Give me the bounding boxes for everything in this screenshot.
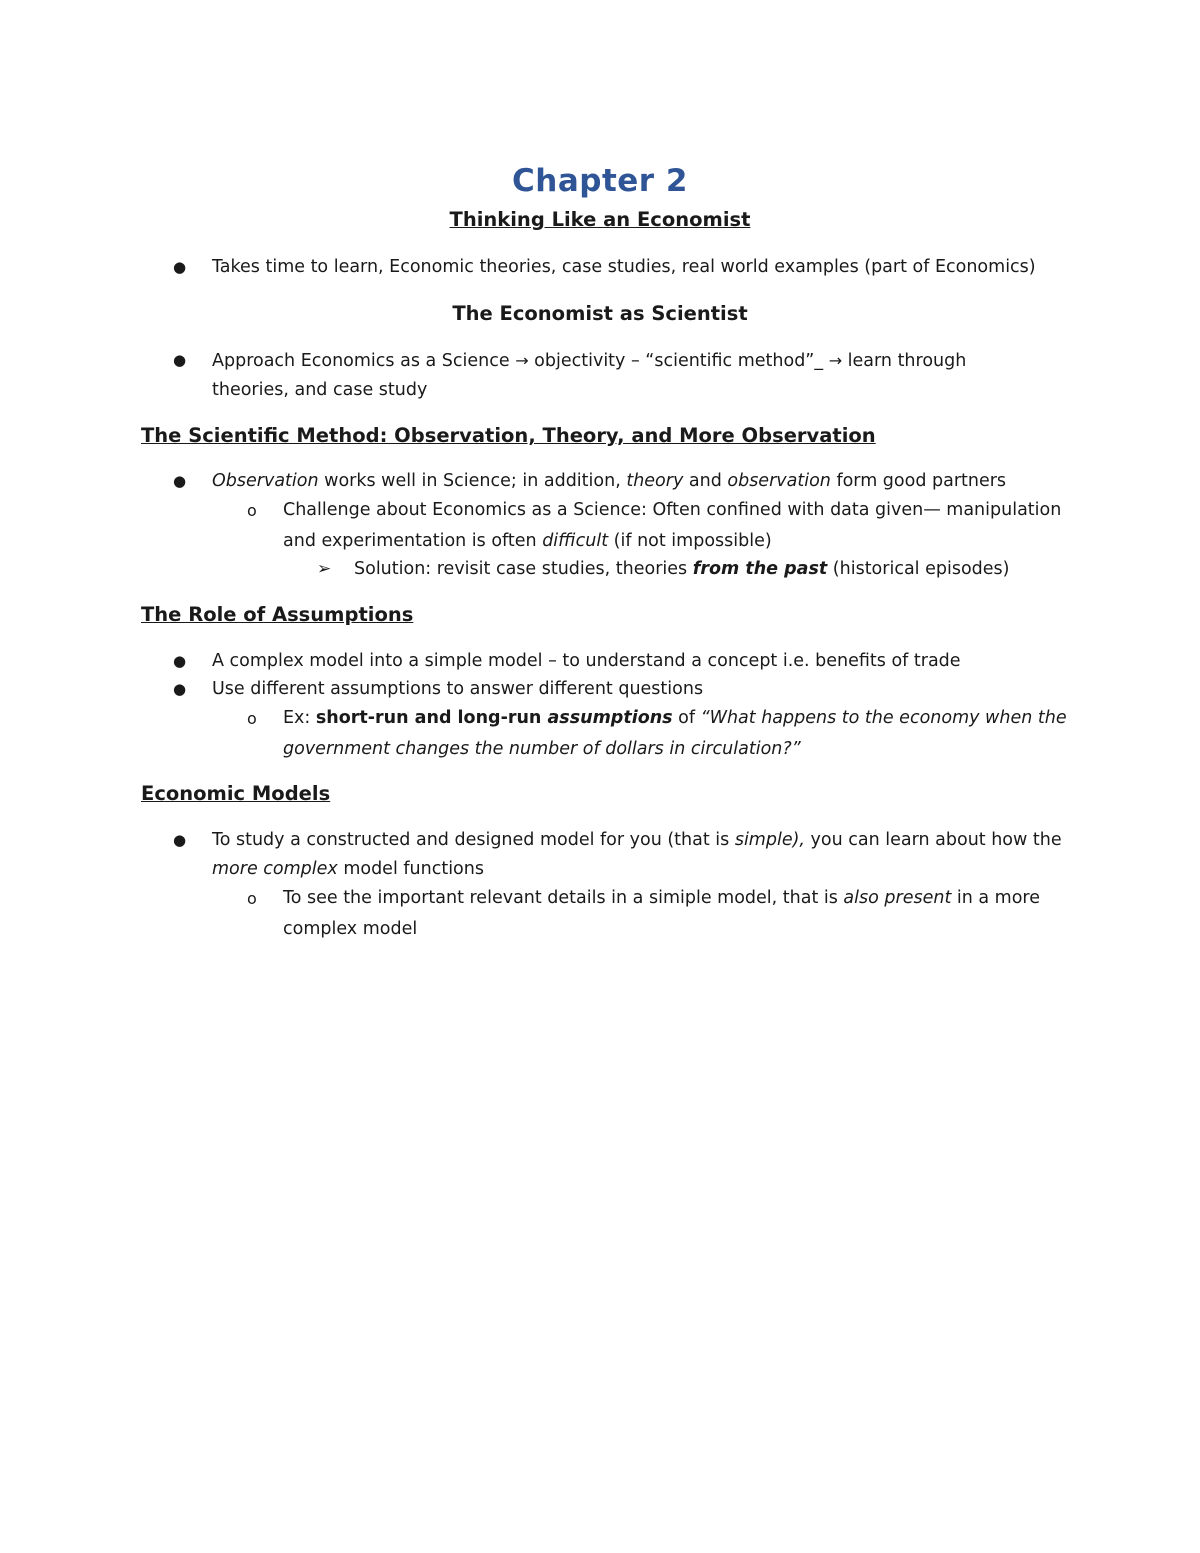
sub-bullet-item: Challenge about Economics as a Science: Often confined with data given— manipulation (283, 500, 1062, 520)
right-arrow-icon: → (828, 351, 843, 370)
bullet-item: Takes time to learn, Economic theories, case studies, real world examples (part of Economics) (212, 257, 1036, 277)
bullet-marker: ● (173, 472, 187, 490)
circle-marker: o (247, 889, 257, 908)
heading-scientific-method: The Scientific Method: Observation, Theory, and More Observation (141, 424, 876, 447)
bullet-item: A complex model into a simple model – to understand a concept i.e. benefits of trade (212, 651, 961, 671)
third-level-item: Solution: revisit case studies, theories from the past (historical episodes) (354, 559, 1010, 579)
bullet-item-continuation: more complex model functions (212, 859, 484, 879)
bullet-marker: ● (173, 652, 187, 670)
sub-bullet-continuation: government changes the number of dollars in circulation?” (283, 739, 801, 759)
arrowhead-marker: ➢ (317, 559, 332, 579)
sub-bullet-continuation: and experimentation is often difficult (if not impossible) (283, 531, 772, 551)
heading-role-of-assumptions: The Role of Assumptions (141, 603, 414, 626)
bullet-marker: ● (173, 831, 187, 849)
bullet-item: Use different assumptions to answer different questions (212, 679, 704, 699)
bullet-item: Approach Economics as a Science → objectivity – “scientific method”_ → learn through (212, 351, 967, 371)
circle-marker: o (247, 709, 257, 728)
bullet-marker: ● (173, 351, 187, 369)
sub-bullet-item: Ex: short-run and long-run assumptions of “What happens to the economy when the (283, 708, 1067, 728)
heading-economist-as-scientist: The Economist as Scientist (452, 302, 748, 325)
heading-economic-models: Economic Models (141, 782, 331, 805)
page-title: Chapter 2 (512, 163, 688, 199)
sub-bullet-continuation: complex model (283, 919, 418, 939)
bullet-item-continuation: theories, and case study (212, 380, 428, 400)
right-arrow-icon: → (515, 351, 529, 370)
bullet-marker: ● (173, 680, 187, 698)
heading-thinking-like-an-economist: Thinking Like an Economist (449, 208, 751, 231)
sub-bullet-item: To see the important relevant details in a simiple model, that is also present in a more (283, 888, 1041, 908)
bullet-item: To study a constructed and designed model for you (that is simple), you can learn about how the (212, 830, 1062, 850)
bullet-marker: ● (173, 258, 187, 276)
circle-marker: o (247, 501, 257, 520)
bullet-item: Observation works well in Science; in addition, theory and observation form good partners (212, 471, 1007, 491)
